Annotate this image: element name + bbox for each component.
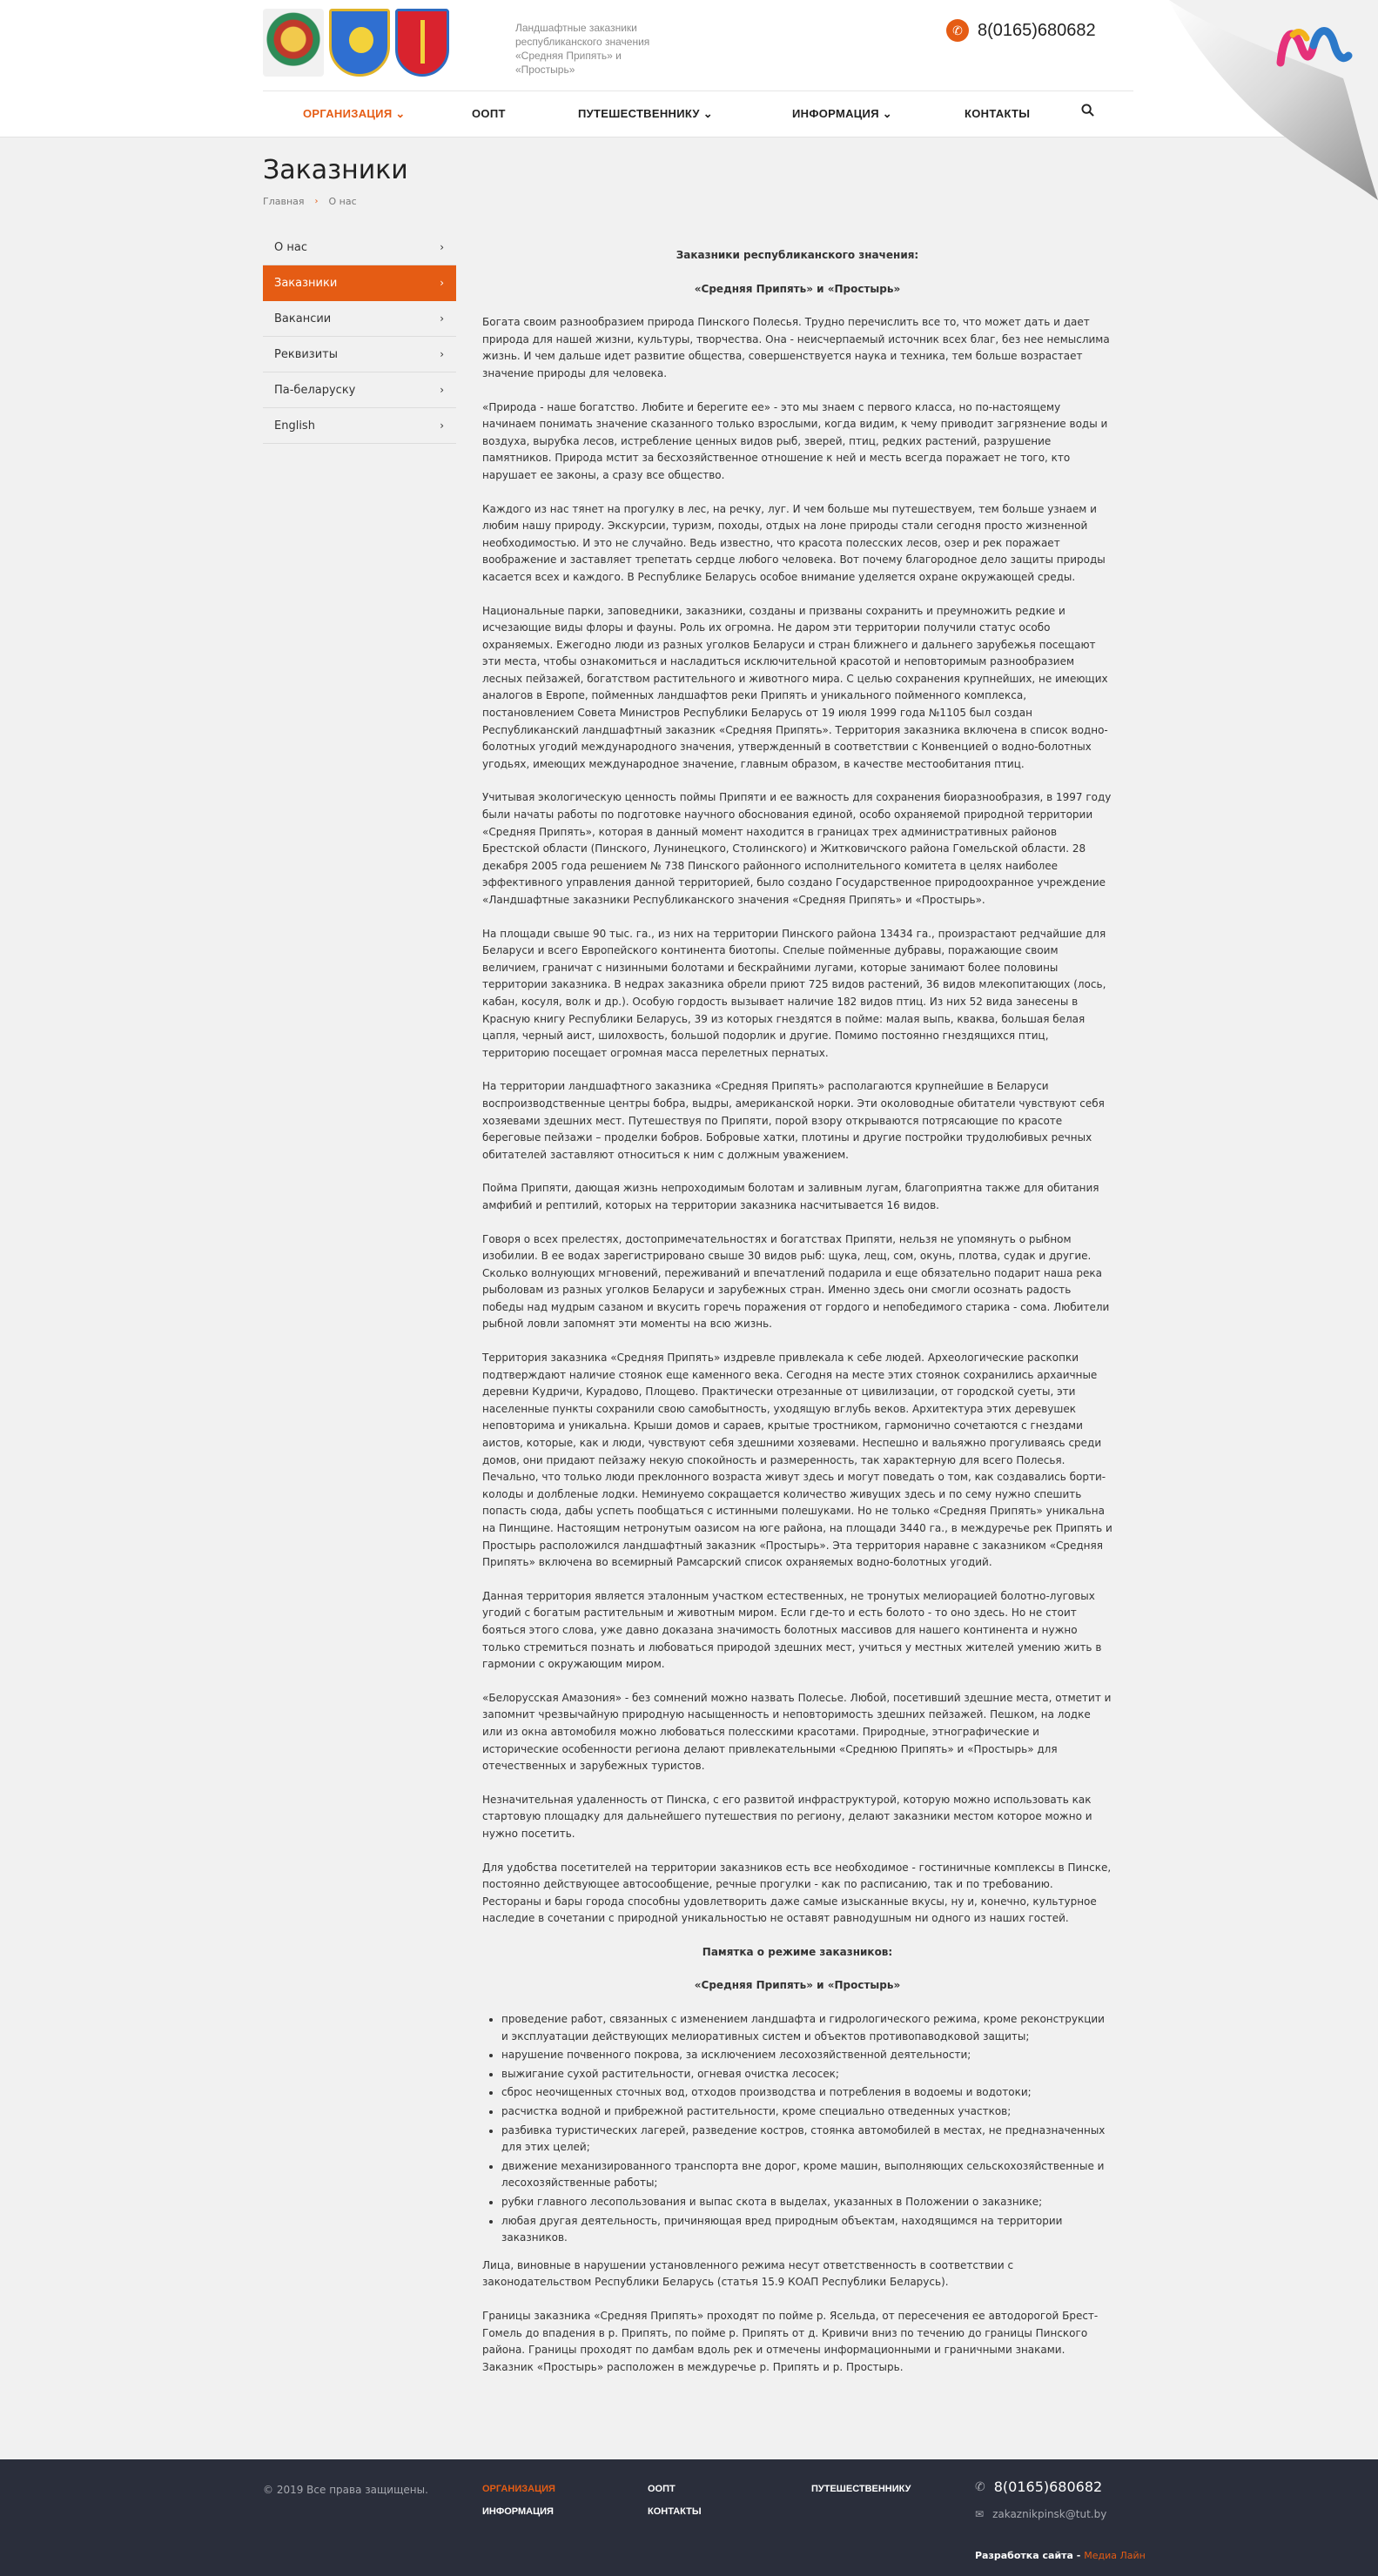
nav-oopt[interactable]: ООПТ bbox=[472, 107, 506, 120]
region-emblem bbox=[329, 9, 390, 77]
list-item: • расчистка водной и прибрежной растительности, кроме специально отведенных участков; bbox=[501, 2103, 1112, 2121]
footer-link-oopt[interactable]: ООПТ bbox=[648, 2484, 676, 2494]
article-paragraph: Для удобства посетителей на территории заказников есть все необходимое - гостиничные комплексы в Пинске, постоянно действующее автосообщение, речные прогулки - как по расписанию, так и по требованию. Рестораны и бары города способны удовлетворить даже самые изысканные вкусы, ну и, конечно, культурное наследие в сочетании с природной уникальностью не оставят равнодушным ни одного из наших гостей. bbox=[482, 1861, 1112, 1925]
developer-credit: Разработка сайта - Медиа Лайн bbox=[975, 2550, 1146, 2561]
breadcrumb-home[interactable]: Главная bbox=[263, 196, 305, 207]
nav-information[interactable]: ИНФОРМАЦИЯ ⌄ bbox=[792, 107, 892, 120]
article-paragraph: Богата своим разнообразием природа Пинского Полесья. Трудно перечислить все то, что может дать и дает природа для нашей жизни, культуры, творчества. Она - неисчерпаемый источник всех благ, без нее немыслима жизнь. И чем дальше идет развитие общества, совершенствуется наука и техника, тем больше возрастает значение природы для человека. bbox=[482, 316, 1110, 379]
copyright: © 2019 Все права защищены. bbox=[263, 2484, 428, 2496]
site-tagline: Ландшафтные заказники республиканского значения «Средняя Припять» и «Простырь» bbox=[515, 22, 650, 76]
article-paragraph: Лица, виновные в нарушении установленного режима несут ответственность в соответствии с законодательством Республики Беларусь (статья 15.9 КОАП Республики Беларусь). bbox=[482, 2258, 1014, 2289]
breadcrumb bbox=[263, 196, 408, 207]
footer-link-traveler[interactable]: ПУТЕШЕСТВЕННИКУ bbox=[811, 2484, 911, 2494]
article-paragraph: На площади свыше 90 тыс. га., из них на территории Пинского района 13434 га., произрастают редчайшие для Беларуси и всего Европейского континента биотопы. Спелые пойменные дубравы, поражающие своим величием, граничат с низинными болотами и бескрайними лугами, которые занимают более половины территории заказника. В недрах заказника обрели приют 725 видов растений, 36 видов млекопитающих (лось, кабан, косуля, волк и др.). Особую гордость вызывает наличие 182 видов птиц. Из них 52 вида занесены в Красную книгу Республики Беларусь, 39 из которых гнездятся в пойме: малая выпь, кваква, большая белая цапля, черный аист, шилохвость, большой подорлик и другие. Помимо постоянно гнездящихся птиц, территорию посещает огромная масса перелетных пернатых. bbox=[482, 927, 1106, 1059]
article-paragraph: Учитывая экологическую ценность поймы Припяти и ее важность для сохранения биоразнообразия, в 1997 году были начаты работы по подготовке научного обоснования единой, особо охраняемой природной территории «Средняя Припять», которая в данный момент находится в границах трех административных районов Брестской области (Пинского, Лунинецкого, Столинского) и Житковичского района Гомельской области. 28 декабря 2005 года решением № 738 Пинского районного исполнительного комитета в целях наиболее эффективного управления данной территорией, было создано Государственное природоохранное учреждение «Ландшафтные заказники Республиканского значения «Средняя Припять» и «Простырь». bbox=[482, 791, 1112, 906]
article-paragraph: Незначительная удаленность от Пинска, с его развитой инфраструктурой, которую можно использовать как стартовую площадку для дальнейшего путешествия по региону, делают заказники местом которое можно и нужно посетить. bbox=[482, 1793, 1092, 1840]
prohibitions-list bbox=[501, 2011, 1112, 2247]
footer-phone[interactable]: ✆ 8(0165)680682 bbox=[975, 2479, 1103, 2495]
page-title: Заказники bbox=[263, 155, 408, 185]
sidebar-item-requisites[interactable]: Реквизиты › bbox=[263, 337, 456, 372]
article-paragraph: На территории ландшафтного заказника «Средняя Припять» располагаются крупнейшие в Беларуси воспроизводственные центры бобра, выдры, американской норки. Эти околоводные обитатели чувствуют себя хозяевами здешних мест. Путешествуя по Припяти, порой взору открываются потрясающие по красоте береговые пейзажи – проделки бобров. Бобровые хатки, плотины и другие постройки трудолюбивых речных обитателей заставляют относиться к ним с должным уважением. bbox=[482, 1080, 1105, 1161]
nav-traveler[interactable]: ПУТЕШЕСТВЕННИКУ ⌄ bbox=[578, 107, 713, 120]
chevron-right-icon: › bbox=[440, 241, 444, 253]
chevron-right-icon: › bbox=[440, 312, 444, 325]
phone-icon: ✆ bbox=[975, 2479, 985, 2494]
list-item: • движение механизированного транспорта вне дорог, кроме машин, выполняющих сельскохозяйственные и лесохозяйственные работы; bbox=[501, 2158, 1112, 2192]
chevron-right-icon: › bbox=[440, 277, 444, 289]
list-item: • выжигание сухой растительности, огневая очистка лесосек; bbox=[501, 2066, 1112, 2083]
memo-subtitle: «Средняя Припять» и «Простырь» bbox=[694, 1979, 901, 1992]
list-item: • разбивка туристических лагерей, разведение костров, стоянка автомобилей в местах, не предназначенных для этих целей; bbox=[501, 2123, 1112, 2157]
footer-link-organization[interactable]: ОРГАНИЗАЦИЯ bbox=[482, 2484, 555, 2494]
list-item: • рубки главного лесопользования и выпас скота в выделах, указанных в Положении о заказнике; bbox=[501, 2194, 1112, 2211]
footer-link-contacts[interactable]: КОНТАКТЫ bbox=[648, 2506, 702, 2517]
article bbox=[482, 247, 1112, 2392]
header-phone-number[interactable]: 8(0165)680682 bbox=[978, 20, 1096, 40]
sidebar-item-reserves[interactable]: Заказники › bbox=[263, 265, 456, 301]
breadcrumb-separator-icon: › bbox=[314, 197, 319, 206]
belarus-emblem bbox=[263, 9, 324, 77]
sidebar-item-belarusian[interactable]: Па-беларуску › bbox=[263, 372, 456, 408]
sidebar-item-english[interactable]: English › bbox=[263, 408, 456, 444]
chevron-right-icon: › bbox=[440, 348, 444, 360]
article-subtitle: «Средняя Припять» и «Простырь» bbox=[694, 282, 901, 295]
footer-email[interactable]: ✉ zakaznikpinsk@tut.by bbox=[975, 2508, 1107, 2520]
sidebar-item-vacancies[interactable]: Вакансии › bbox=[263, 301, 456, 337]
list-item: • сброс неочищенных сточных вод, отходов производства и потребления в водоемы и водотоки; bbox=[501, 2084, 1112, 2102]
site-header bbox=[0, 0, 1378, 138]
article-paragraph: Пойма Припяти, дающая жизнь непроходимым болотам и заливным лугам, благоприятна также для обитания амфибий и рептилий, которых на территории заказника насчитывается 16 видов. bbox=[482, 1182, 1099, 1211]
phone-icon: ✆ bbox=[946, 19, 969, 42]
page-heading bbox=[263, 155, 408, 207]
article-paragraph: Говоря о всех прелестях, достопримечательностях и богатствах Припяти, нельзя не упомянуть о рыбном изобилии. В ее водах зарегистрировано свыше 30 видов рыб: щука, лещ, сом, окунь, плотва, судак и другие. Сколько волнующих мгновений, переживаний и впечатлений подарила и еще обязательно подарит наша река рыболовам из разных уголков Беларуси и зарубежных стран. Именно здесь они смогли осознать радость победы над мудрым сазаном и вкусить горечь поражения от гордого и непобедимого старика - сома. Любители рыбной ловли запомнят эти моменты на всю жизнь. bbox=[482, 1232, 1110, 1331]
article-paragraph: «Природа - наше богатство. Любите и берегите ее» - это мы знаем с первого класса, но по-настоящему начинаем понимать значение сказанного только взрослыми, когда видим, к чему приводит загрязнение воды и воздуха, вырубка лесов, истребление ценных видов рыб, зверей, птиц, редких растений, разрушение памятников. Природа мстит за бесхозяйственное отношение к ней и месть всегда поражает не того, кто нарушает ее законы, а сразу все общество. bbox=[482, 400, 1108, 481]
nav-contacts[interactable]: КОНТАКТЫ bbox=[965, 107, 1031, 120]
article-paragraph: Границы заказника «Средняя Припять» проходят по пойме р. Ясельда, от пересечения ее автодорогой Брест-Гомель до впадения в р. Припять, по пойме р. Припять от д. Кривичи вниз по течению до границы Пинского района. Границы проходят по дамбам вдоль рек и отмечены информационными и граничными знаками. Заказник «Простырь» расположен в междуречье р. Припять и р. Простырь. bbox=[482, 2309, 1099, 2373]
media-line-logo[interactable] bbox=[1275, 21, 1354, 68]
sidebar-menu bbox=[263, 230, 456, 444]
main-nav bbox=[263, 91, 1133, 138]
memo-title: Памятка о режиме заказников: bbox=[702, 1945, 893, 1958]
nav-organization[interactable]: ОРГАНИЗАЦИЯ ⌄ bbox=[303, 107, 406, 120]
article-paragraph: Территория заказника «Средняя Припять» издревле привлекала к себе людей. Археологические раскопки подтверждают наличие стоянок еще каменного века. Сегодня на месте этих стоянок сохранились архаичные деревни Кудричи, Курадово, Площево. Практически отрезанные от цивилизации, от городской суеты, эти населенные пункты сохранили свою самобытность, уходящую вглубь веков. Архитектура этих деревушек неповторима и уникальна. Крыши домов и сараев, крытые тростником, гармонично сочетаются с гнездами аистов, которые, как и люди, чувствуют себя здешними хозяевами. Неспешно и вальяжно прогуливаясь среди домов, они придают пейзажу некую спокойность и размеренность, так характерную для всего Полесья. Печально, что только люди преклонного возраста живут здесь и могут поведать о том, как создавались борти-колоды и долбленые лодки. Неминуемо сокращается количество живущих здесь и по сему нужно спешить попасть сюда, дабы успеть пообщаться с истинными полешуками. Но не только «Средняя Припять» уникальна на Пинщине. Настоящим нетронутым оазисом на юге района, на площади 3440 га., в междуречье рек Припять и Простырь расположился ландшафтный заказник «Простырь». Эта территория наравне с заказником «Средняя Припять» включена во всемирный Рамсарский список охраняемых водно-болотных угодий. bbox=[482, 1352, 1112, 1569]
header-phone[interactable] bbox=[946, 19, 1096, 42]
list-item: • любая другая деятельность, причиняющая вред природным объектам, находящимся на территории заказников. bbox=[501, 2213, 1112, 2247]
breadcrumb-current[interactable]: О нас bbox=[328, 196, 357, 207]
list-item: • нарушение почвенного покрова, за исключением лесохозяйственной деятельности; bbox=[501, 2047, 1112, 2064]
sidebar-item-about[interactable]: О нас › bbox=[263, 230, 456, 265]
emblems bbox=[263, 9, 449, 77]
developer-link[interactable]: Медиа Лайн bbox=[1084, 2550, 1146, 2561]
footer-link-information[interactable]: ИНФОРМАЦИЯ bbox=[482, 2506, 554, 2517]
site-footer bbox=[0, 2459, 1378, 2576]
article-paragraph: Национальные парки, заповедники, заказники, созданы и призваны сохранить и преумножить редкие и исчезающие виды флоры и фауны. Роль их огромна. Не даром эти территории получили статус особо охраняемых. Ежегодно люди из разных уголков Беларуси и стран ближнего и дальнего зарубежья посещают эти места, чтобы ознакомиться и насладиться исключительной красотой и неповторимым разнообразием лесных пейзажей, богатством растительного и животного мира. С целью сохранения крупнейших, не имеющих аналогов в Европе, пойменных ландшафтов реки Припять и уникального пойменного комплекса, постановлением Совета Министров Республики Беларусь от 19 июля 1999 года №1105 был создан Республиканский ландшафтный заказник «Средняя Припять». Территория заказника включена в список водно-болотных угодий международного значения, утвержденный в соответствии с Конвенцией о водно-болотных угодьях, имеющих международное значение, главным образом, в качестве местообитания птиц. bbox=[482, 604, 1108, 770]
article-paragraph: «Белорусская Амазония» - без сомнений можно назвать Полесье. Любой, посетивший здешние места, отметит и запомнит чрезвычайную природную насыщенность и неповторимость здешних пейзажей. Пешком, на лодке или из окна автомобиля можно любоваться полесскими красотами. Природные, этнографические и исторические особенности региона делают привлекательными «Среднюю Припять» и «Простырь» для отечественных и зарубежных туристов. bbox=[482, 1691, 1112, 1773]
chevron-right-icon: › bbox=[440, 384, 444, 396]
article-title: Заказники республиканского значения: bbox=[676, 249, 919, 261]
chevron-right-icon: › bbox=[440, 419, 444, 432]
mail-icon: ✉ bbox=[975, 2508, 985, 2520]
article-paragraph: Данная территория является эталонным участком естественных, не тронутых мелиорацией болотно-луговых угодий с богатым растительным и животным миром. Если где-то и есть болото - то оно здесь. Но не стоит бояться этого слова, уже давно доказана значимость болотных массивов для нашего континента и нужно только стремиться познать и любоваться природой здешних мест, учиться у местных жителей умению жить в гармонии с окружающим миром. bbox=[482, 1589, 1102, 1671]
list-item: • проведение работ, связанных с изменением ландшафта и гидрологического режима, кроме реконструкции и эксплуатации действующих мелиоративных систем и объектов противопаводковой защиты; bbox=[501, 2011, 1112, 2045]
article-paragraph: Каждого из нас тянет на прогулку в лес, на речку, луг. И чем больше мы путешествуем, тем больше узнаем и любим нашу природу. Экскурсии, туризм, походы, отдых на лоне природы стали сегодня просто жизненной необходимостью. И это не случайно. Ведь известно, что красота полесских лесов, озер и рек поражает воображение и заставляет трепетать сердце любого человека. Вот почему благородное дело защиты природы касается всех и каждого. В Республике Беларусь особое внимание уделяется охране окружающей среды. bbox=[482, 502, 1106, 583]
pinsk-emblem bbox=[395, 9, 449, 77]
search-icon[interactable] bbox=[1081, 104, 1094, 120]
